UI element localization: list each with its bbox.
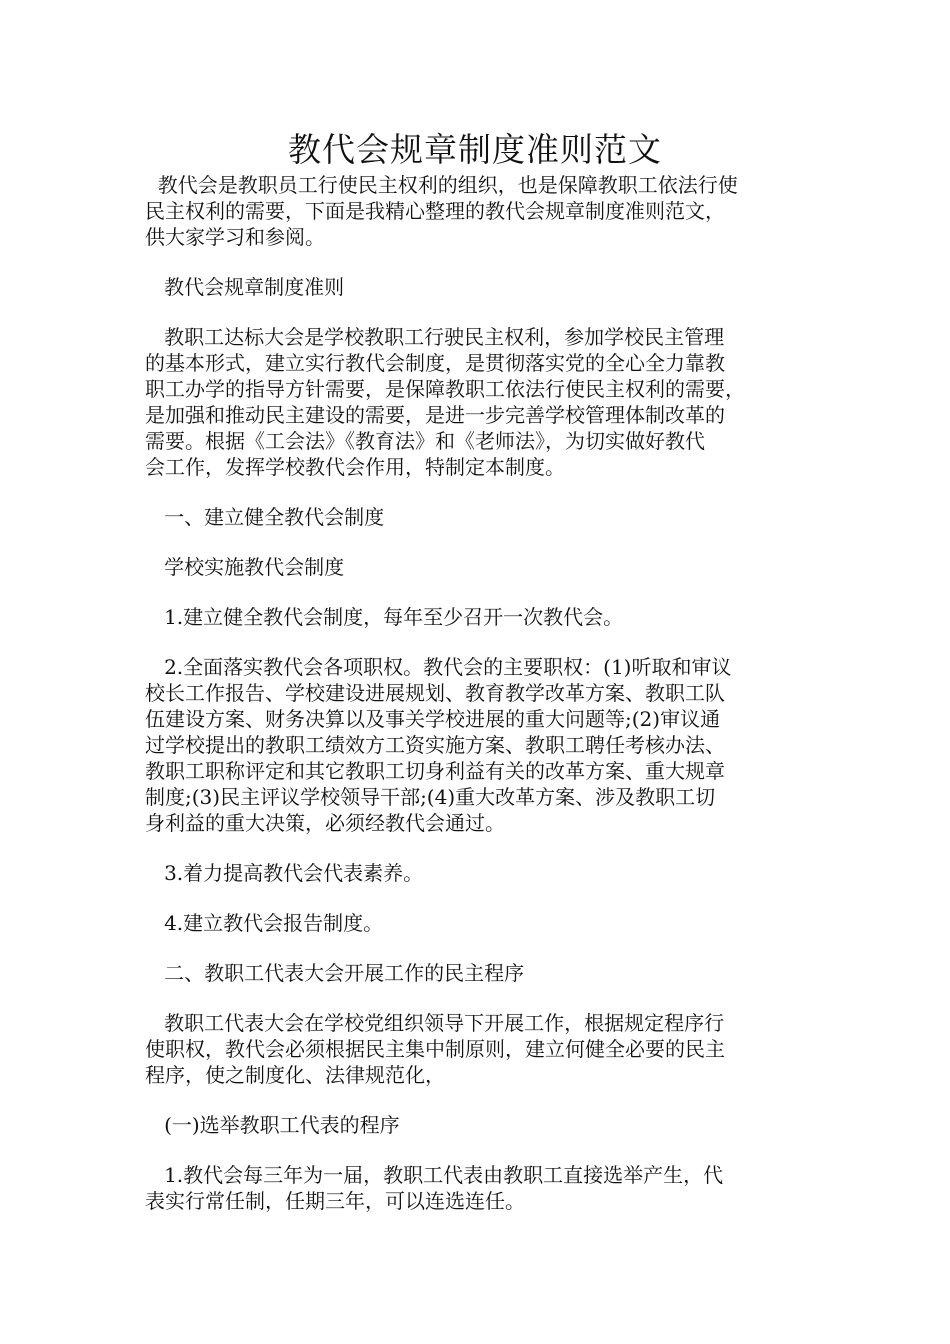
paragraph-gap [145,250,820,274]
paragraph-gap [145,1138,820,1162]
text-line: 教职工达标大会是学校教职工行驶民主权利，参加学校民主管理 [145,325,725,349]
text-line: 使职权，教代会必须根据民主集中制原则，建立何健全必要的民主 [145,1037,725,1061]
text-line: 1.建立健全教代会制度，每年至少召开一次教代会。 [145,605,624,629]
paragraph-gap [145,936,820,960]
text-line: 1.教代会每三年为一届，教职工代表由教职工直接选举产生，代 [145,1163,724,1187]
paragraph-gap [145,480,820,504]
paragraph-gap [145,530,820,554]
text-line: 需要。根据《工会法》《教育法》和《老师法》，为切实做好教代 [145,429,705,453]
text-line: 教职工职称评定和其它教职工切身利益有关的改革方案、重大规章 [145,759,725,783]
text-line: 表实行常任制，任期三年，可以连选连任。 [145,1189,525,1213]
text-line: 一、建立健全教代会制度 [145,505,385,529]
text-line: 校长工作报告、学校建设进展规划、教育教学改革方案、教职工队 [145,681,725,705]
text-line: 教代会规章制度准则 [145,275,345,299]
text-line: 是加强和推动民主建设的需要，是进一步完善学校管理体制改革的 [145,403,725,427]
text-line: 3.着力提高教代会代表素养。 [145,861,424,885]
text-line: 职工办学的指导方针需要，是保障教职工依法行使民主权利的需要， [145,377,745,401]
paragraph-gap [145,630,820,654]
text-line: 教代会是教职员工行使民主权利的组织，也是保障教职工依法行使 [145,173,738,197]
text-line: 伍建设方案、财务决算以及事关学校进展的重大问题等;(2)审议通 [145,707,721,731]
text-line: 2.全面落实教代会各项职权。教代会的主要职权：(1)听取和审议 [145,655,732,679]
paragraph-gap [145,986,820,1010]
paragraph-gap [145,836,820,860]
text-line: 程序，使之制度化、法律规范化， [145,1063,445,1087]
text-line: 学校实施教代会制度 [145,555,345,579]
text-line: 会工作，发挥学校教代会作用，特制定本制度。 [145,455,565,479]
text-line: 过学校提出的教职工绩效方工资实施方案、教职工聘任考核办法、 [145,733,725,757]
paragraph-gap [145,580,820,604]
text-line: 制度;(3)民主评议学校领导干部;(4)重大改革方案、涉及教职工切 [145,785,716,809]
paragraph-gap [145,300,820,324]
document-body [145,172,820,1214]
text-line: 教职工代表大会在学校党组织领导下开展工作，根据规定程序行 [145,1011,725,1035]
text-line: 二、教职工代表大会开展工作的民主程序 [145,961,525,985]
document-title: 教代会规章制度准则范文 [288,130,662,169]
text-line: 民主权利的需要，下面是我精心整理的教代会规章制度准则范文， [145,199,725,223]
text-line: 身利益的重大决策，必须经教代会通过。 [145,811,505,835]
text-line: (一)选举教职工代表的程序 [145,1113,400,1137]
paragraph-gap [145,1088,820,1112]
text-line: 的基本形式，建立实行教代会制度，是贯彻落实党的全心全力靠教 [145,351,725,375]
text-line: 供大家学习和参阅。 [145,225,325,249]
text-line: 4.建立教代会报告制度。 [145,911,384,935]
paragraph-gap [145,886,820,910]
